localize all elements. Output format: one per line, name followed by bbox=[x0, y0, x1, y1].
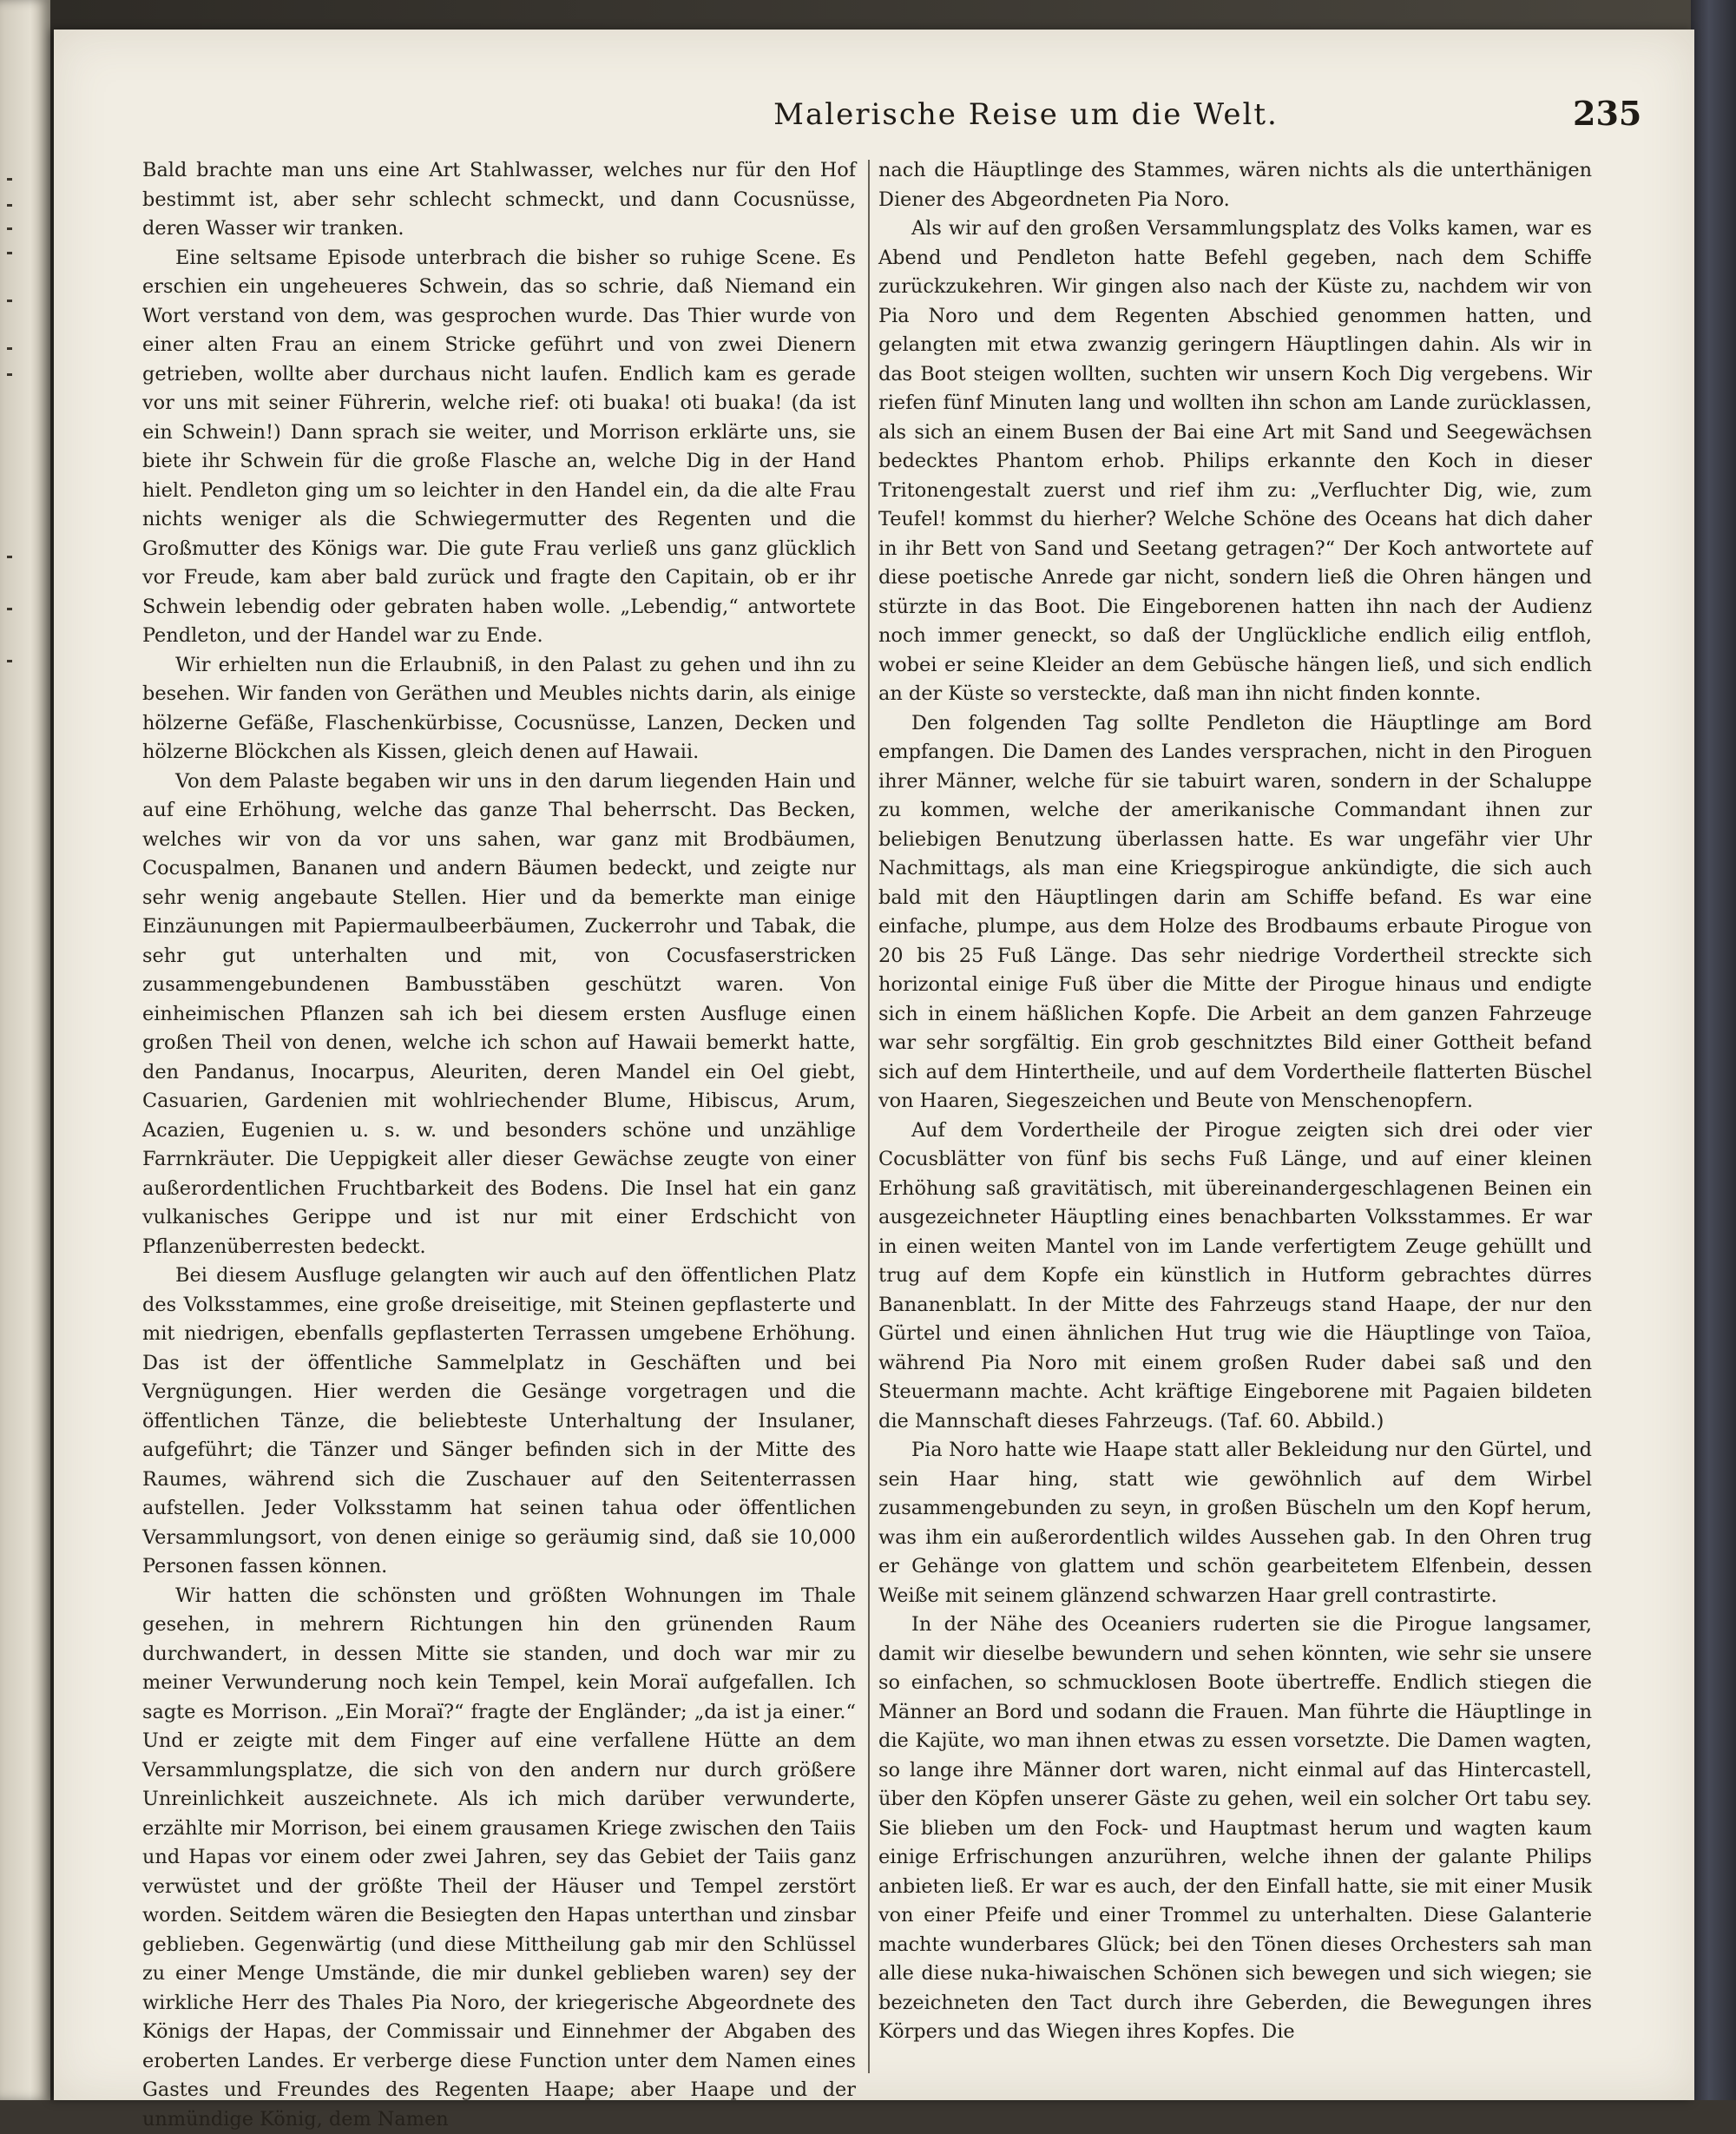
paragraph: Bei diesem Ausfluge gelangten wir auch auf den öffentlichen Platz des Volksstammes, eine große dreiseitige, mit Steinen gepflasterte und mit niedrigen, ebenfalls gepflasterten Terrassen umgebene Erhöhung. Das ist der öffentliche Sammelplatz in Geschäften und bei Vergnügungen. Hier werden die Gesänge vorgetragen und die öffentlichen Tänze, die beliebteste Unterhaltung der Insulaner, aufgeführt; die Tänzer und Sänger befinden sich in der Mitte des Raumes, während sich die Zuschauer auf den Seitenterrassen aufstellen. Jeder Volksstamm hat seinen tahua oder öffentlichen Versammlungsort, von denen einige so geräumig sind, daß sie 10,000 Personen fassen können. bbox=[142, 1261, 856, 1582]
paragraph: Wir hatten die schönsten und größten Wohnungen im Thale gesehen, in mehrern Richtungen hin den grünenden Raum durchwandert, in dessen Mitte sie standen, und doch war mir zu meiner Verwunderung noch kein Tempel, kein Moraï aufgefallen. Ich sagte es Morrison. „Ein Moraï?“ fragte der Engländer; „da ist ja einer.“ Und er zeigte mit dem Finger auf eine verfallene Hütte an dem Versammlungsplatze, die sich von den andern nur durch größere Unreinlichkeit auszeichnete. Als ich mich darüber verwunderte, erzählte mir Morrison, bei einem grausamen Kriege zwischen den Taiis und Hapas vor einem oder zwei Jahren, sey das Gebiet der Taiis ganz verwüstet und der größte Theil der Häuser und Tempel zerstört worden. Seitdem wären die Besiegten den Hapas unterthan und zinsbar geblieben. Gegenwärtig (und diese Mittheilung gab mir den Schlüssel zu einer Menge Umstände, die mir dunkel geblieben waren) sey der wirkliche Herr des Thales Pia Noro, der kriegerische Abgeordnete des Königs der Hapas, der Commissair und Einnehmer der Abgaben des eroberten Landes. Er verberge diese Function unter dem Namen eines Gastes und Freundes des Regenten Haape; aber Haape und der unmündige König, dem Namen bbox=[142, 1582, 856, 2134]
text-column-left bbox=[142, 156, 856, 2134]
paragraph: Bald brachte man uns eine Art Stahlwasser, welches nur für den Hof bestimmt ist, aber sehr schlecht schmeckt, und dann Cocusnüsse, deren Wasser wir tranken. bbox=[142, 156, 856, 244]
paragraph: Von dem Palaste begaben wir uns in den darum liegenden Hain und auf eine Erhöhung, welche das ganze Thal beherrscht. Das Becken, welches wir von da vor uns sahen, war ganz mit Brodbäumen, Cocuspalmen, Bananen und andern Bäumen bedeckt, und zeigte nur sehr wenig angebaute Stellen. Hier und da bemerkte man einige Einzäunungen mit Papiermaulbeerbäumen, Zuckerrohr und Tabak, die sehr gut unterhalten und mit, von Cocusfaserstricken zusammengebundenen Bambusstäben geschützt waren. Von einheimischen Pflanzen sah ich bei diesem ersten Ausfluge einen großen Theil von denen, welche ich schon auf Hawaii bemerkt hatte, den Pandanus, Inocarpus, Aleuriten, deren Mandel ein Oel giebt, Casuarien, Gardenien mit wohlriechender Blume, Hibiscus, Arum, Acazien, Eugenien u. s. w. und besonders schöne und unzählige Farrnkräuter. Die Ueppigkeit aller dieser Gewächse zeugte von einer außerordentlichen Fruchtbarkeit des Bodens. Die Insel hat ein ganz vulkanisches Gerippe und ist nur mit einer Erdschicht von Pflanzenüberresten bedeckt. bbox=[142, 767, 856, 1262]
adjacent-page-edge bbox=[0, 0, 50, 2100]
book-cover-edge bbox=[1691, 0, 1736, 2100]
paragraph: Den folgenden Tag sollte Pendleton die Häuptlinge am Bord empfangen. Die Damen des Landes versprachen, nicht in den Piroguen ihrer Männer, welche für sie tabuirt waren, sondern in der Schaluppe zu kommen, welche der amerikanische Commandant ihnen zur beliebigen Benutzung überlassen hatte. Es war ungefähr vier Uhr Nachmittags, als man eine Kriegspirogue ankündigte, die sich auch bald mit den Häuptlingen darin am Schiffe befand. Es war eine einfache, plumpe, aus dem Holze des Brodbaums erbaute Pirogue von 20 bis 25 Fuß Länge. Das sehr niedrige Vordertheil streckte sich horizontal einige Fuß über die Mitte der Pirogue hinaus und endigte sich in einem häßlichen Kopfe. Die Arbeit an dem ganzen Fahrzeuge war sehr sorgfältig. Ein grob geschnitztes Bild einer Gottheit befand sich auf dem Hintertheile, und auf dem Vordertheile flatterten Büschel von Haaren, Siegeszeichen und Beute von Menschenopfern. bbox=[878, 709, 1592, 1116]
running-head: Malerische Reise um die Welt. bbox=[679, 97, 1373, 132]
paragraph: Wir erhielten nun die Erlaubniß, in den Palast zu gehen und ihn zu besehen. Wir fanden von Geräthen und Meubles nichts darin, als einige hölzerne Gefäße, Flaschenkürbisse, Cocusnüsse, Lanzen, Decken und hölzerne Blöckchen als Kissen, gleich denen auf Hawaii. bbox=[142, 651, 856, 767]
text-column-right bbox=[878, 156, 1592, 2047]
paragraph: Pia Noro hatte wie Haape statt aller Bekleidung nur den Gürtel, und sein Haar hing, statt wie gewöhnlich auf dem Wirbel zusammengebunden zu seyn, in großen Büscheln um den Kopf herum, was ihm ein außerordentlich wildes Aussehen gab. In den Ohren trug er Gehänge von glattem und schön gearbeitetem Elfenbein, dessen Weiße mit seinem glänzend schwarzen Haar grell contrastirte. bbox=[878, 1436, 1592, 1610]
column-divider bbox=[868, 160, 870, 2073]
paragraph: In der Nähe des Oceaniers ruderten sie die Pirogue langsamer, damit wir dieselbe bewundern und sehen könnten, wie sehr sie unsere so einfachen, so schmucklosen Boote übertreffe. Endlich stiegen die Männer an Bord und sodann die Frauen. Man führte die Häuptlinge in die Kajüte, wo man ihnen etwas zu essen vorsetzte. Die Damen wagten, so lange ihre Männer dort waren, nicht einmal auf das Hintercastell, über den Köpfen unserer Gäste zu gehen, weil ein solcher Ort tabu sey. Sie blieben um den Fock- und Hauptmast herum und wagten kaum einige Erfrischungen anzurühren, welche ihnen der galante Philips anbieten ließ. Er war es auch, der den Einfall hatte, sie mit einer Musik von einer Pfeife und einer Trommel zu unterhalten. Diese Galanterie machte wunderbares Glück; bei den Tönen dieses Orchesters sah man alle diese nuka-hiwaischen Schönen sich bewegen und sich wiegen; sie bezeichneten den Tact durch ihre Geberden, die Bewegungen ihres Körpers und das Wiegen ihres Kopfes. Die bbox=[878, 1610, 1592, 2047]
page-number: 235 bbox=[1573, 94, 1641, 133]
paragraph: Eine seltsame Episode unterbrach die bisher so ruhige Scene. Es erschien ein ungeheueres Schwein, das so schrie, daß Niemand ein Wort verstand von dem, was gesprochen wurde. Das Thier wurde von einer alten Frau an einem Stricke geführt und von zwei Dienern getrieben, wollte aber durchaus nicht laufen. Endlich kam es gerade vor uns mit seiner Führerin, welche rief: oti buaka! oti buaka! (da ist ein Schwein!) Dann sprach sie weiter, und Morrison erklärte uns, sie biete ihr Schwein für die große Flasche an, welche Dig in der Hand hielt. Pendleton ging um so leichter in den Handel ein, da die alte Frau nichts weniger als die Schwiegermutter des Regenten und die Großmutter des Königs war. Die gute Frau verließ uns ganz glücklich vor Freude, kam aber bald zurück und fragte den Capitain, ob er ihr Schwein lebendig oder gebraten haben wolle. „Lebendig,“ antwortete Pendleton, und der Handel war zu Ende. bbox=[142, 244, 856, 651]
book-page bbox=[54, 30, 1694, 2100]
paragraph: Auf dem Vordertheile der Pirogue zeigten sich drei oder vier Cocusblätter von fünf bis sechs Fuß Länge, und auf einer kleinen Erhöhung saß gravitätisch, mit übereinandergeschlagenen Beinen ein ausgezeichneter Häuptling eines benachbarten Volksstammes. Er war in einen weiten Mantel von im Lande verfertigtem Zeuge gehüllt und trug auf dem Kopfe ein künstlich in Hutform gebrachtes dürres Bananenblatt. In der Mitte des Fahrzeugs stand Haape, der nur den Gürtel und einen ähnlichen Hut trug wie die Häuptlinge von Taïoa, während Pia Noro mit einem großen Ruder dabei saß und den Steuermann machte. Acht kräftige Eingeborene mit Pagaien bildeten die Mannschaft dieses Fahrzeugs. (Taf. 60. Abbild.) bbox=[878, 1116, 1592, 1437]
paragraph: nach die Häuptlinge des Stammes, wären nichts als die unterthänigen Diener des Abgeordneten Pia Noro. bbox=[878, 156, 1592, 214]
paragraph: Als wir auf den großen Versammlungsplatz des Volks kamen, war es Abend und Pendleton hatte Befehl gegeben, nach dem Schiffe zurückzukehren. Wir gingen also nach der Küste zu, nachdem wir von Pia Noro und dem Regenten Abschied genommen hatten, und gelangten mit etwa zwanzig geringern Häuptlingen dahin. Als wir in das Boot steigen wollten, suchten wir unsern Koch Dig vergebens. Wir riefen fünf Minuten lang und wollten ihn schon am Lande zurücklassen, als sich an einem Busen der Bai eine Art mit Sand und Seegewächsen bedecktes Phantom erhob. Philips erkannte den Koch in dieser Tritonengestalt zuerst und rief ihm zu: „Verfluchter Dig, wie, zum Teufel! kommst du hierher? Welche Schöne des Oceans hat dich daher in ihr Bett von Sand und Seetang getragen?“ Der Koch antwortete auf diese poetische Anrede gar nicht, sondern ließ die Ohren hängen und stürzte in das Boot. Die Eingeborenen hatten ihn nach der Audienz noch immer geneckt, so daß der Unglückliche endlich eilig entfloh, wobei er seine Kleider an dem Gebüsche hängen ließ, und sich endlich an der Küste so versteckte, daß man ihn nicht finden konnte. bbox=[878, 214, 1592, 709]
